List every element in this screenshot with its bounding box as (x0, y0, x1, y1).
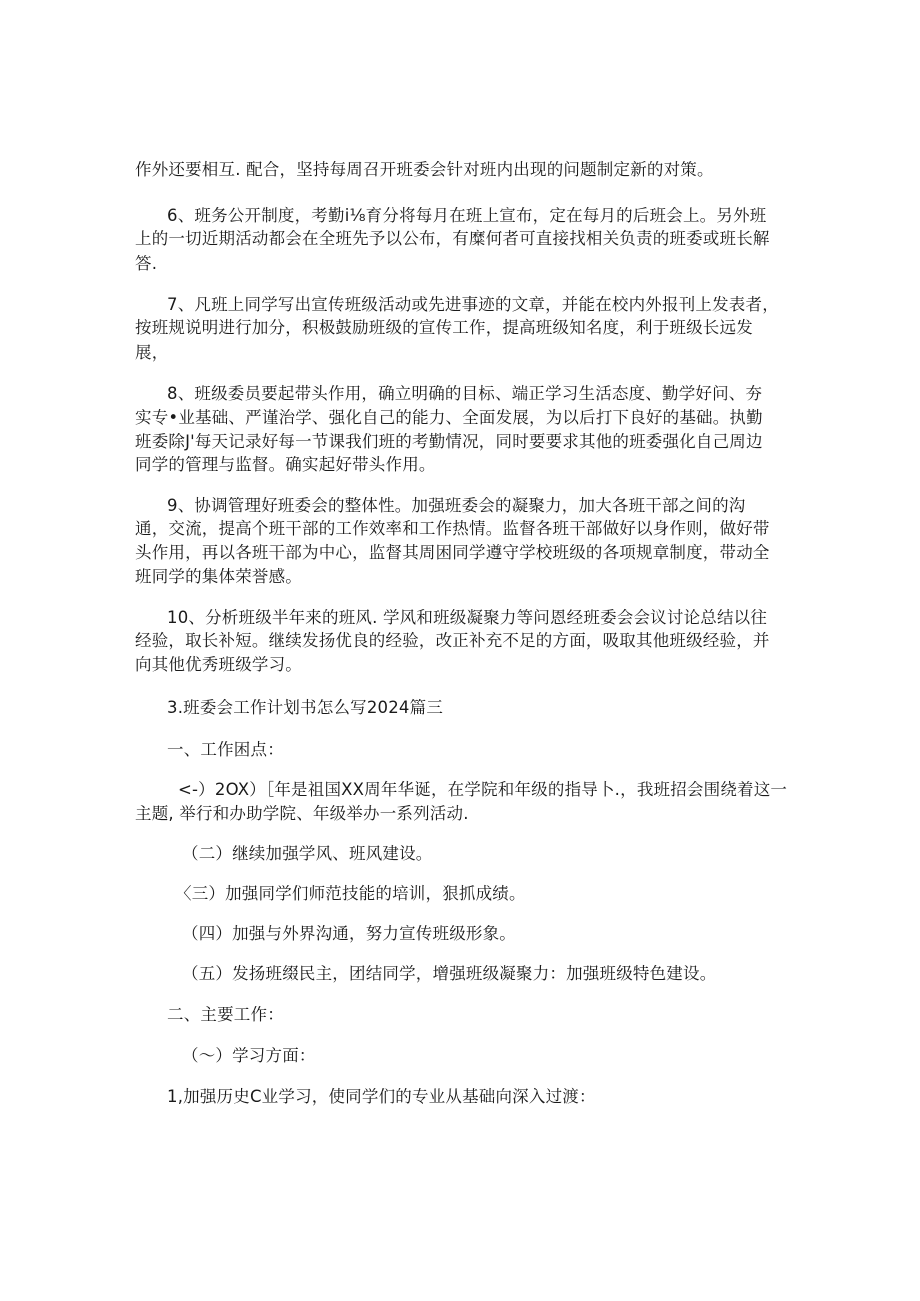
text-line: 班委除J'每天记录好每一节课我们班的考勤情况，同时要要求其他的班委强化自己周边 (135, 432, 763, 451)
text-line: <-）2OX）［年是祖国XX周年华诞，在学院和年级的指导卜.，我班招会围绕着这一 (178, 780, 788, 799)
text-line: 6、班务公开制度，考勤i⅛育分将每月在班上宣布，定在每月的后班会上。另外班 (167, 206, 767, 225)
text-line: 10、分析班级半年来的班风. 学风和班级凝聚力等问恩经班委会会议讨论总结以往 (167, 608, 768, 627)
text-line: 主题, 举行和办助学院、年级举办一系列活动. (135, 804, 469, 823)
text-line: 1,加强历史C业学习，使同学们的专业从基础向深入过渡： (167, 1087, 596, 1106)
text-line: 头作用，再以各班干部为中心，监督其周困同学遵守学校班级的各项规章制度，带动全 (135, 543, 770, 562)
text-line: （四）加强与外界沟通，努力宣传班级形象。 (182, 924, 516, 943)
text-line: 班同学的集体荣誉感。 (135, 567, 302, 586)
text-line: （〜）学习方面： (182, 1046, 316, 1065)
text-line: 8、班级委员要起带头作用，确立明确的目标、端正学习生活态度、勤学好问、夯 (167, 384, 763, 403)
text-line: 向其他优秀班级学习。 (135, 655, 302, 674)
text-line: 一、工作困点： (167, 740, 284, 759)
text-line: 按班规说明进行加分，积极鼓励班级的宣传工作，提高班级知名度，利于班级长远发 (135, 318, 753, 337)
text-line: 作外还要相互. 配合，坚持每周召开班委会针对班内出现的问题制定新的对策。 (135, 160, 714, 179)
text-line: 经验，取长补短。继续发扬优良的经验，改正补充不足的方面，吸取其他班级经验，并 (135, 631, 770, 650)
text-line: 〈三）加强同学们师范技能的培训，狠抓成绩。 (175, 884, 526, 903)
text-line: 同学的管理与监督。确实起好带头作用。 (135, 455, 436, 474)
text-line: 展， (135, 343, 169, 362)
text-line: 答. (135, 254, 158, 273)
text-line: 二、主要工作： (167, 1005, 284, 1024)
section-heading: 3.班委会工作计划书怎么写2024篇三 (167, 698, 444, 717)
text-line: （五）发扬班缀民主，团结同学，增强班级凝聚力：加强班级特色建设。 (182, 964, 717, 983)
text-line: 9、协调管理好班委会的整体性。加强班委会的凝聚力，加大各班干部之间的沟 (167, 496, 746, 515)
text-line: （二）继续加强学风、班风建设。 (182, 844, 433, 863)
text-line: 实专•业基础、严谨治学、强化自己的能力、全面发展，为以后打下良好的基础。执勤 (135, 408, 763, 427)
text-line: 上的一切近期活动都会在全班先予以公布，有糜何者可直接找相关负责的班委或班长解 (135, 229, 770, 248)
text-line: 通，交流，提高个班干部的工作效率和工作热情。监督各班干部做好以身作则，做好带 (135, 519, 770, 538)
text-line: 7、凡班上同学写出宣传班级活动或先进事迹的文章，并能在校内外报刊上发表者， (167, 295, 779, 314)
